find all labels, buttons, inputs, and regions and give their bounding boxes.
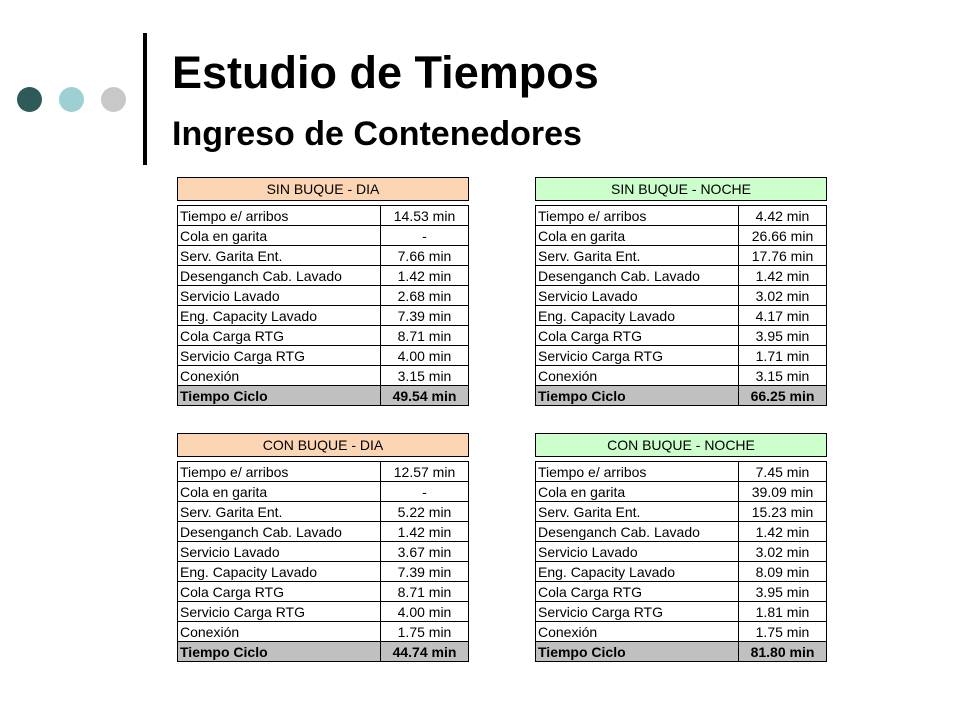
table-row xyxy=(178,582,469,602)
total-value: 66.25 min xyxy=(739,386,827,406)
table-row xyxy=(178,346,469,366)
table-row xyxy=(536,346,827,366)
row-label: Servicio Lavado xyxy=(536,542,739,562)
dot-teal xyxy=(59,87,84,112)
total-label: Tiempo Ciclo xyxy=(536,386,739,406)
row-label: Servicio Carga RTG xyxy=(178,346,381,366)
row-value: 7.39 min xyxy=(381,562,469,582)
row-value: 4.17 min xyxy=(739,306,827,326)
total-row xyxy=(536,386,827,406)
row-value: 3.95 min xyxy=(739,326,827,346)
row-value: 3.95 min xyxy=(739,582,827,602)
slide-subtitle: Ingreso de Contenedores xyxy=(172,115,582,153)
row-label: Eng. Capacity Lavado xyxy=(536,306,739,326)
dot-grey xyxy=(101,87,126,112)
time-table xyxy=(177,177,469,406)
total-row xyxy=(536,642,827,662)
table-title: CON BUQUE - NOCHE xyxy=(536,434,827,457)
row-label: Cola en garita xyxy=(536,226,739,246)
table-row xyxy=(178,542,469,562)
row-value: 3.02 min xyxy=(739,286,827,306)
row-label: Cola Carga RTG xyxy=(536,582,739,602)
row-value: 4.42 min xyxy=(739,206,827,226)
row-value: 5.22 min xyxy=(381,502,469,522)
row-label: Servicio Lavado xyxy=(178,542,381,562)
row-label: Serv. Garita Ent. xyxy=(178,246,381,266)
row-label: Servicio Carga RTG xyxy=(536,346,739,366)
table-row xyxy=(536,502,827,522)
row-label: Tiempo e/ arribos xyxy=(178,462,381,482)
table-row xyxy=(536,542,827,562)
row-value: 4.00 min xyxy=(381,346,469,366)
row-label: Eng. Capacity Lavado xyxy=(536,562,739,582)
table-row xyxy=(536,326,827,346)
row-label: Cola en garita xyxy=(178,482,381,502)
row-value: 1.42 min xyxy=(739,522,827,542)
table-row xyxy=(178,622,469,642)
row-value: 1.42 min xyxy=(381,266,469,286)
table-row xyxy=(536,366,827,386)
row-label: Conexión xyxy=(178,622,381,642)
time-table xyxy=(177,433,469,662)
table-row xyxy=(536,622,827,642)
row-value: 8.71 min xyxy=(381,326,469,346)
row-value: 8.71 min xyxy=(381,582,469,602)
total-value: 81.80 min xyxy=(739,642,827,662)
row-label: Cola Carga RTG xyxy=(178,582,381,602)
table-row xyxy=(536,482,827,502)
table-title: SIN BUQUE - DIA xyxy=(178,178,469,201)
table-row xyxy=(536,562,827,582)
slide-title: Estudio de Tiempos xyxy=(172,47,599,98)
row-label: Cola Carga RTG xyxy=(536,326,739,346)
table-row xyxy=(178,286,469,306)
table-row xyxy=(178,326,469,346)
row-label: Tiempo e/ arribos xyxy=(536,462,739,482)
row-value: 1.42 min xyxy=(739,266,827,286)
row-label: Conexión xyxy=(536,366,739,386)
table-row xyxy=(536,582,827,602)
row-label: Conexión xyxy=(178,366,381,386)
row-value: 2.68 min xyxy=(381,286,469,306)
row-label: Servicio Lavado xyxy=(178,286,381,306)
table-row xyxy=(178,226,469,246)
row-value: 3.02 min xyxy=(739,542,827,562)
row-label: Cola Carga RTG xyxy=(178,326,381,346)
row-label: Conexión xyxy=(536,622,739,642)
table-row xyxy=(536,602,827,622)
row-value: 1.71 min xyxy=(739,346,827,366)
row-value: 3.15 min xyxy=(739,366,827,386)
row-value: 1.75 min xyxy=(739,622,827,642)
table-row xyxy=(178,206,469,226)
total-value: 49.54 min xyxy=(381,386,469,406)
table-row xyxy=(536,286,827,306)
table-row xyxy=(178,246,469,266)
row-value: - xyxy=(381,226,469,246)
table-row xyxy=(536,206,827,226)
row-value: 14.53 min xyxy=(381,206,469,226)
row-value: 17.76 min xyxy=(739,246,827,266)
row-label: Desenganch Cab. Lavado xyxy=(178,522,381,542)
time-table xyxy=(535,433,827,662)
row-label: Eng. Capacity Lavado xyxy=(178,562,381,582)
row-label: Desenganch Cab. Lavado xyxy=(536,522,739,542)
table-row xyxy=(178,266,469,286)
table-row xyxy=(536,522,827,542)
row-value: 15.23 min xyxy=(739,502,827,522)
total-label: Tiempo Ciclo xyxy=(536,642,739,662)
row-value: 7.45 min xyxy=(739,462,827,482)
table-row xyxy=(178,522,469,542)
table-row xyxy=(178,482,469,502)
bullet-dots-decoration xyxy=(17,87,127,113)
row-value: 1.81 min xyxy=(739,602,827,622)
row-label: Tiempo e/ arribos xyxy=(536,206,739,226)
row-label: Serv. Garita Ent. xyxy=(536,246,739,266)
row-label: Eng. Capacity Lavado xyxy=(178,306,381,326)
row-label: Desenganch Cab. Lavado xyxy=(178,266,381,286)
title-divider xyxy=(143,33,147,165)
time-table xyxy=(535,177,827,406)
table-row xyxy=(178,502,469,522)
row-label: Cola en garita xyxy=(178,226,381,246)
table-row xyxy=(536,246,827,266)
table-row xyxy=(178,306,469,326)
row-label: Desenganch Cab. Lavado xyxy=(536,266,739,286)
table-row xyxy=(178,366,469,386)
row-value: 4.00 min xyxy=(381,602,469,622)
row-label: Cola en garita xyxy=(536,482,739,502)
row-label: Serv. Garita Ent. xyxy=(536,502,739,522)
row-value: 26.66 min xyxy=(739,226,827,246)
row-value: 7.39 min xyxy=(381,306,469,326)
table-row xyxy=(178,562,469,582)
row-value: 3.67 min xyxy=(381,542,469,562)
total-label: Tiempo Ciclo xyxy=(178,642,381,662)
row-value: 3.15 min xyxy=(381,366,469,386)
total-row xyxy=(178,386,469,406)
dot-dark xyxy=(17,87,42,112)
table-row xyxy=(536,266,827,286)
row-label: Serv. Garita Ent. xyxy=(178,502,381,522)
row-value: 7.66 min xyxy=(381,246,469,266)
row-label: Servicio Carga RTG xyxy=(178,602,381,622)
table-row xyxy=(536,306,827,326)
table-row xyxy=(178,602,469,622)
row-value: 39.09 min xyxy=(739,482,827,502)
row-value: 1.75 min xyxy=(381,622,469,642)
table-row xyxy=(536,462,827,482)
row-value: 1.42 min xyxy=(381,522,469,542)
row-label: Tiempo e/ arribos xyxy=(178,206,381,226)
row-value: 12.57 min xyxy=(381,462,469,482)
total-row xyxy=(178,642,469,662)
row-label: Servicio Lavado xyxy=(536,286,739,306)
row-value: 8.09 min xyxy=(739,562,827,582)
row-label: Servicio Carga RTG xyxy=(536,602,739,622)
total-label: Tiempo Ciclo xyxy=(178,386,381,406)
total-value: 44.74 min xyxy=(381,642,469,662)
table-title: SIN BUQUE - NOCHE xyxy=(536,178,827,201)
table-title: CON BUQUE - DIA xyxy=(178,434,469,457)
table-row xyxy=(178,462,469,482)
table-row xyxy=(536,226,827,246)
row-value: - xyxy=(381,482,469,502)
